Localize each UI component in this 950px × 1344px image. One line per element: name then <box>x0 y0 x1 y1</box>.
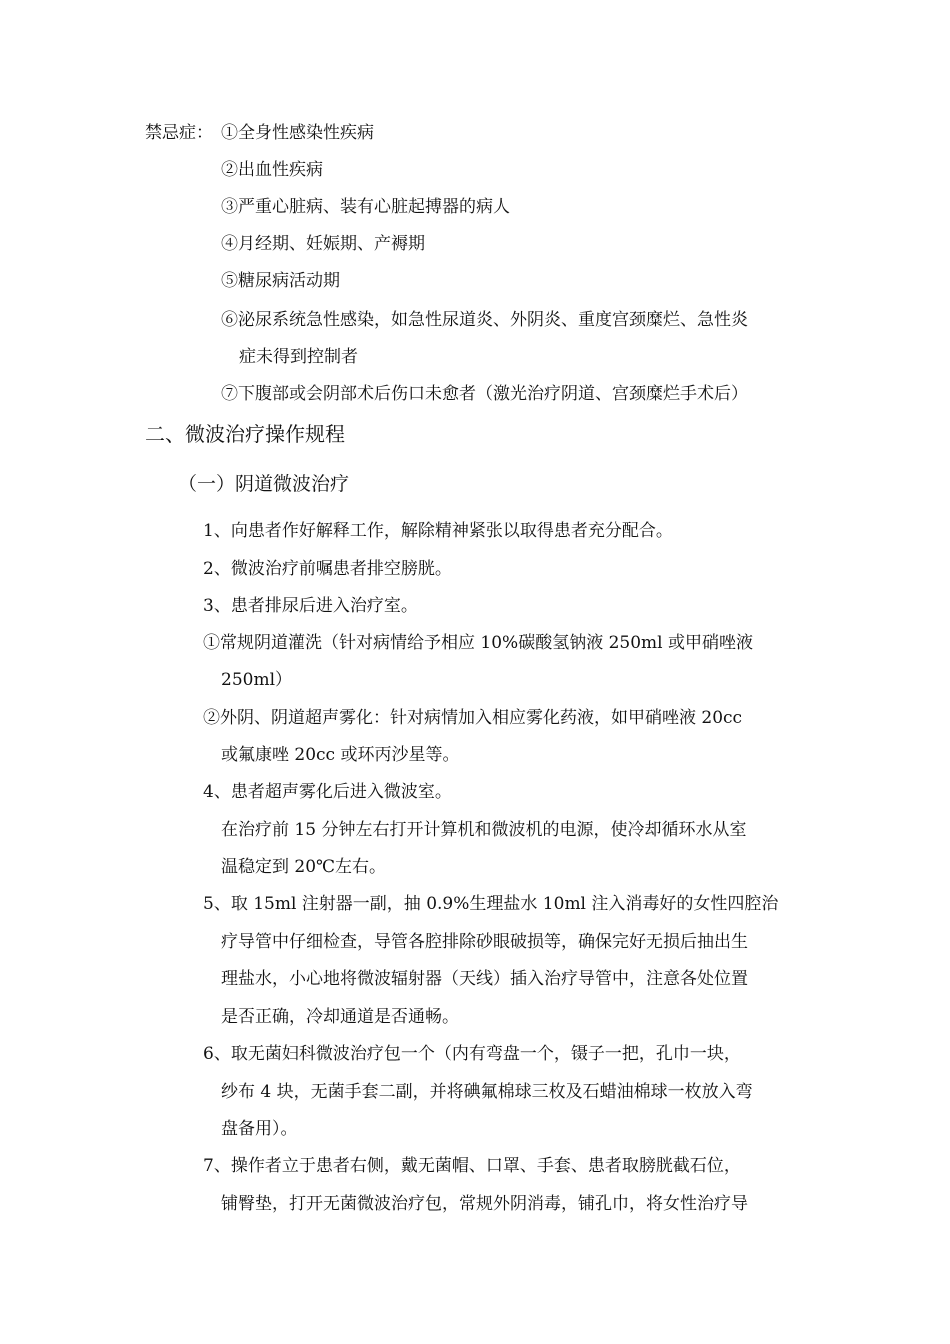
step-7: 7、操作者立于患者右侧，戴无菌帽、口罩、手套、患者取膀胱截石位， <box>203 1156 741 1176</box>
step-3: 3、患者排尿后进入治疗室。 <box>203 596 418 616</box>
step-6-cont-2: 盘备用）。 <box>221 1119 298 1139</box>
step-3-sub-1: ①常规阴道灌洗（针对病情给予相应 10%碳酸氢钠液 250ml 或甲硝唑液 <box>203 633 754 653</box>
step-4-detail-cont: 温稳定到 20℃左右。 <box>221 857 387 877</box>
step-5: 5、取 15ml 注射器一副，抽 0.9%生理盐水 10ml 注入消毒好的女性四腔治 <box>203 894 779 914</box>
step-4: 4、患者超声雾化后进入微波室。 <box>203 782 452 802</box>
step-2: 2、微波治疗前嘱患者排空膀胱。 <box>203 559 452 579</box>
step-3-sub-2: ②外阴、阴道超声雾化：针对病情加入相应雾化药液，如甲硝唑液 20cc <box>203 708 743 728</box>
step-3-sub-2-cont: 或氟康唑 20cc 或环丙沙星等。 <box>221 745 460 765</box>
contraindication-item-4: ④月经期、妊娠期、产褥期 <box>221 234 425 254</box>
subsection-heading: （一）阴道微波治疗 <box>178 473 350 495</box>
step-5-cont-3: 是否正确，冷却通道是否通畅。 <box>221 1007 459 1027</box>
contraindication-item-3: ③严重心脏病、装有心脏起搏器的病人 <box>221 197 510 217</box>
step-5-cont-1: 疗导管中仔细检查，导管各腔排除砂眼破损等，确保完好无损后抽出生 <box>221 932 748 952</box>
step-3-sub-1-cont: 250ml） <box>221 670 293 690</box>
step-5-cont-2: 理盐水，小心地将微波辐射器（天线）插入治疗导管中，注意各处位置 <box>221 969 748 989</box>
contraindication-item-5: ⑤糖尿病活动期 <box>221 271 340 291</box>
step-6-cont-1: 纱布 4 块，无菌手套二副，并将碘氟棉球三枚及石蜡油棉球一枚放入弯 <box>221 1082 753 1102</box>
contraindication-item-6-cont: 症未得到控制者 <box>239 347 358 367</box>
step-7-cont: 铺臀垫，打开无菌微波治疗包，常规外阴消毒，铺孔巾，将女性治疗导 <box>221 1194 748 1214</box>
contraindication-item-6: ⑥泌尿系统急性感染，如急性尿道炎、外阴炎、重度宫颈糜烂、急性炎 <box>221 310 748 330</box>
contraindication-item-2: ②出血性疾病 <box>221 160 323 180</box>
step-6: 6、取无菌妇科微波治疗包一个（内有弯盘一个，镊子一把，孔巾一块， <box>203 1044 741 1064</box>
step-1: 1、向患者作好解释工作，解除精神紧张以取得患者充分配合。 <box>203 521 673 541</box>
contraindication-item-7: ⑦下腹部或会阴部术后伤口未愈者（激光治疗阴道、宫颈糜烂手术后） <box>221 384 748 404</box>
contraindication-item-1: ①全身性感染性疾病 <box>221 123 374 143</box>
contraindications-label: 禁忌症： <box>145 123 213 143</box>
step-4-detail: 在治疗前 15 分钟左右打开计算机和微波机的电源，使冷却循环水从室 <box>221 820 747 840</box>
section-heading: 二、微波治疗操作规程 <box>145 422 345 446</box>
